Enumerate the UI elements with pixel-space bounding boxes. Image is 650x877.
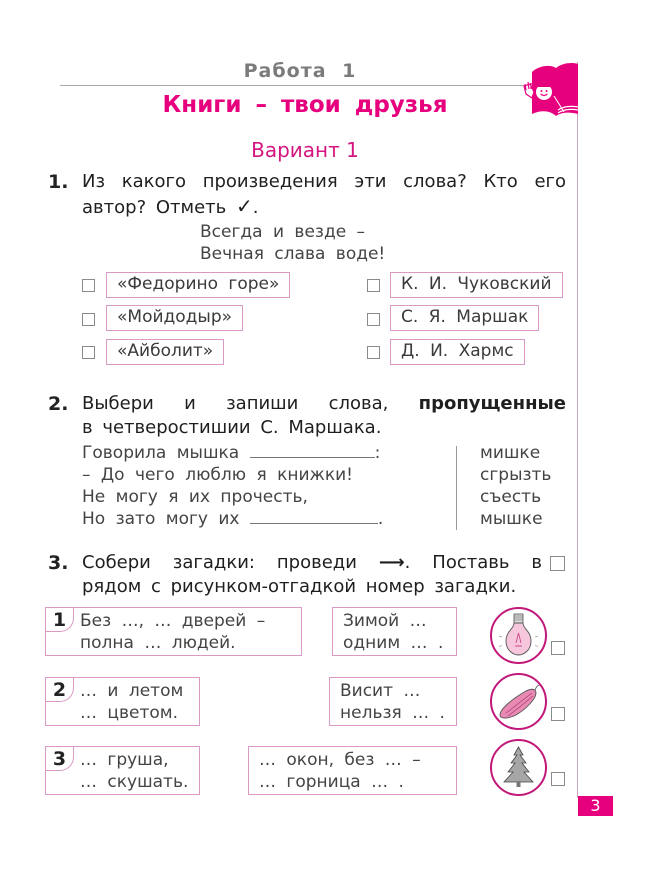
page-title: Книги – твои друзья: [162, 92, 448, 118]
riddle-line: … горница … .: [259, 772, 404, 792]
riddle-line: … цветом.: [80, 703, 178, 723]
answer-box-legend: [550, 556, 565, 571]
fill-in-blank-2[interactable]: [250, 509, 378, 524]
poem-punct: .: [377, 509, 384, 529]
poem-text: Говорила мышка: [82, 443, 240, 463]
riddle-line: … и летом: [80, 681, 184, 701]
task1-prompt: [82, 170, 566, 220]
riddle-number-3: 3: [46, 747, 74, 771]
riddle-end-3[interactable]: [248, 746, 457, 795]
task1-number: 1.: [48, 171, 69, 193]
riddle-line: Зимой …: [343, 611, 427, 631]
task1-poem: [200, 221, 385, 265]
answer-box-2[interactable]: [551, 707, 565, 721]
task2-line1: [82, 392, 566, 416]
work-option-2: «Мойдодыр»: [106, 305, 243, 331]
author-option-1: К. И. Чуковский: [390, 272, 563, 298]
task2-line1-text: Выбери и запиши слова,: [82, 393, 389, 414]
task3-line1: [82, 551, 542, 575]
task2-line2: в четверостишии С. Маршака.: [82, 417, 382, 438]
header-divider: [60, 85, 530, 86]
check-mark-icon: ✓: [235, 194, 253, 218]
riddle-line: Висит …: [340, 681, 421, 701]
riddle-line: полна … людей.: [80, 633, 236, 653]
riddle-line: Без …, … дверей –: [80, 611, 266, 631]
page-number: 3: [578, 796, 613, 816]
task1-line2-period: .: [252, 197, 259, 218]
riddle-line: … груша,: [80, 750, 169, 770]
picture-circle-2: [490, 673, 547, 730]
task2-poem: [82, 442, 383, 530]
task1-line2-text: автор? Отметь: [82, 197, 227, 218]
word-bank-item: мишке: [480, 443, 541, 463]
fir-tree-icon: [492, 741, 545, 794]
author-checkbox-3[interactable]: [367, 346, 380, 359]
riddle-end-2[interactable]: [329, 677, 457, 726]
fill-in-blank-1[interactable]: [250, 443, 375, 458]
poem-line: Вечная слава воде!: [200, 244, 386, 264]
picture-circle-1: [490, 607, 547, 664]
riddle-end-1[interactable]: [332, 607, 457, 656]
work-checkbox-2[interactable]: [82, 313, 95, 326]
word-bank-separator: [456, 446, 457, 530]
task2-number: 2.: [48, 393, 69, 415]
task3-prompt: [82, 551, 542, 599]
work-option-1: «Федорино горе»: [106, 272, 290, 298]
word-bank-item: мышке: [480, 509, 543, 529]
poem-punct: :: [374, 443, 381, 463]
riddle-start-1[interactable]: [45, 607, 302, 656]
riddle-line: одним … .: [343, 633, 444, 653]
task2-line1-bold: пропущенные: [418, 393, 566, 414]
page-margin-rule: [577, 62, 578, 798]
task3-line1-text-b: . Поставь в: [404, 552, 542, 573]
task3-line1-text: Собери загадки: проведи: [82, 552, 357, 573]
light-bulb-icon: [492, 609, 545, 662]
task3-number: 3.: [48, 552, 69, 574]
task1-line2: [82, 194, 259, 218]
author-checkbox-1[interactable]: [367, 279, 380, 292]
answer-box-3[interactable]: [551, 772, 565, 786]
riddle-line: нельзя … .: [340, 703, 445, 723]
riddle-line: … скушать.: [80, 772, 189, 792]
work-option-3: «Айболит»: [106, 339, 224, 365]
variant-label: Вариант 1: [251, 138, 359, 162]
arrow-icon: ⟶: [378, 552, 405, 573]
poem-text: Но зато могу их: [82, 509, 240, 529]
task1-line1: Из какого произведения эти слова? Кто его: [82, 171, 566, 192]
task3-line2: рядом с рисунком-отгадкой номер загадки.: [82, 576, 517, 597]
riddle-line: … окон, без … –: [259, 750, 421, 770]
riddle-start-3[interactable]: [45, 746, 200, 795]
word-bank-item: сгрызть: [480, 465, 552, 485]
picture-circle-3: [490, 739, 547, 796]
answer-box-1[interactable]: [551, 641, 565, 655]
poem-line-4: [82, 508, 383, 530]
author-option-2: С. Я. Маршак: [390, 305, 539, 331]
riddle-start-2[interactable]: [45, 677, 200, 726]
poem-line-3: Не могу я их прочесть,: [82, 487, 308, 507]
riddle-number-1: 1: [46, 608, 74, 632]
work-label: Работа 1: [243, 60, 357, 82]
author-checkbox-2[interactable]: [367, 313, 380, 326]
cucumber-icon: [492, 675, 545, 728]
work-checkbox-3[interactable]: [82, 346, 95, 359]
poem-line-1: [82, 442, 383, 464]
poem-line: Всегда и везде –: [200, 222, 366, 242]
task2-prompt: [82, 392, 566, 440]
author-option-3: Д. И. Хармс: [390, 339, 525, 365]
word-bank: [480, 442, 551, 530]
riddle-number-2: 2: [46, 678, 74, 702]
word-bank-item: съесть: [480, 487, 542, 507]
poem-line-2: – До чего люблю я книжки!: [82, 465, 353, 485]
work-checkbox-1[interactable]: [82, 279, 95, 292]
